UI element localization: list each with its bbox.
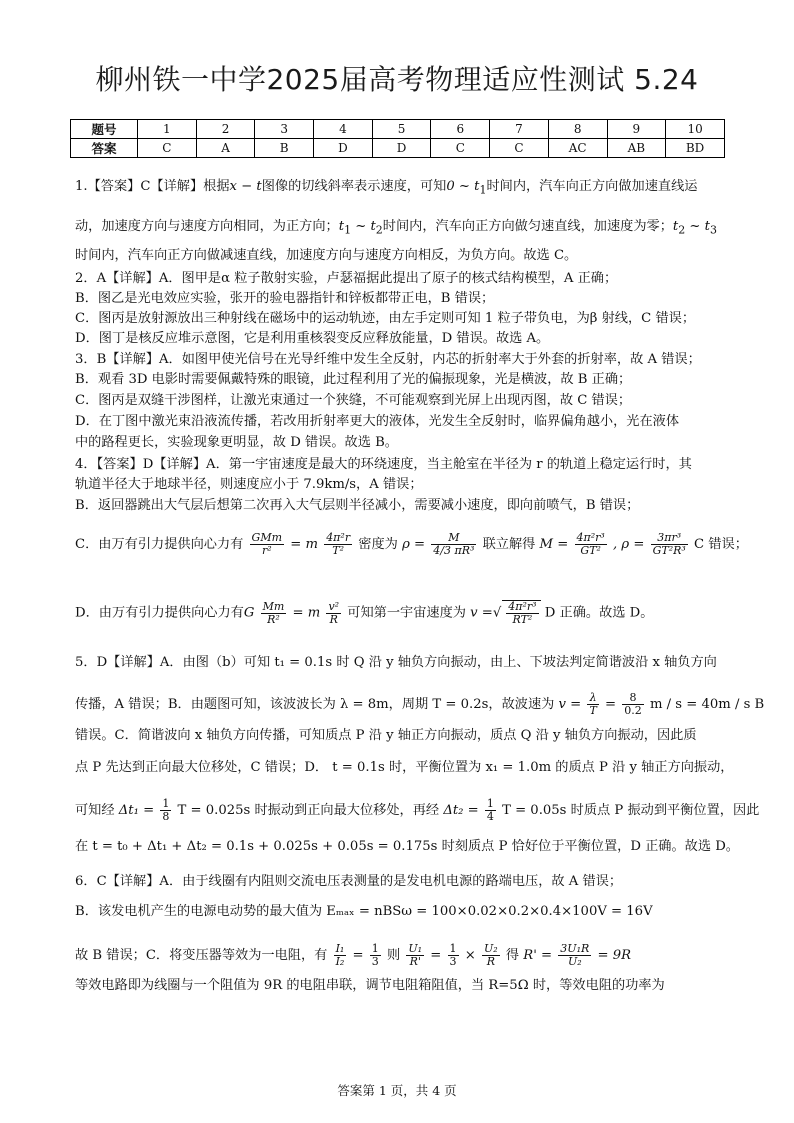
math-sub: 3 — [709, 223, 717, 237]
q6-line-2: B．该发电机产生的电源电动势的最大值为 Eₘₐₓ = nBSω = 100×0.02×0.2×0.4×100V = 16V — [75, 904, 653, 919]
numerator: I₁ — [335, 942, 345, 955]
q4-line-3: B．返回器跳出大气层后想第二次再入大气层则半径减小，需要减小速度，即向前喷气，B 错误； — [75, 498, 640, 513]
text: 1.【答案】C【详解】根据 — [75, 179, 230, 194]
q3-line-2: B．观看 3D 电影时需要佩戴特殊的眼镜，此过程利用了光的偏振现象，光是横波，故 B 正确； — [75, 372, 632, 387]
q1-line-1 — [75, 179, 697, 199]
text: 联立解得 — [482, 537, 536, 552]
math-sub: 1 — [479, 183, 487, 197]
q4-line-c — [75, 532, 748, 557]
q3-line-3: C．图丙是双缝干涉图样，让激光束通过一个狭缝，不可能观察到光屏上出现丙图，故 C 错误； — [75, 393, 632, 408]
math: = 9R — [597, 948, 632, 963]
math: G — [243, 605, 255, 621]
q6-line-1: 6．C【详解】A．由于线圈有内阻则交流电压表测量的是发电机电源的路端电压，故 A 错误； — [75, 874, 623, 889]
q4-line-1: 4．【答案】D【详解】A．第一宇宙速度是最大的环绕速度，当主舱室在半径为 r 的轨道上稳定运行时，其 — [75, 457, 692, 472]
table-cell: AC — [548, 139, 607, 158]
fraction — [370, 943, 381, 968]
table-cell: 10 — [666, 120, 725, 139]
math: ~ t — [685, 219, 710, 234]
numerator: 4π²r³ — [508, 600, 537, 613]
fraction — [448, 943, 459, 968]
text: 时间内，汽车向正方向做匀速直线，加速度为零； — [382, 219, 673, 234]
table-cell: C — [431, 139, 490, 158]
math: × — [464, 948, 476, 963]
table-header-cell: 题号 — [71, 120, 138, 139]
q5-line-2 — [75, 692, 764, 717]
numerator: 1 — [486, 797, 494, 810]
table-row — [71, 120, 725, 139]
table-cell: B — [255, 139, 314, 158]
q3-line-4: D．在丁图中激光束沿液流传播，若改用折射率更大的液体，光发生全反射时，临界偏角越小，光在液体 — [75, 414, 680, 429]
numerator: 4π²r³ — [576, 531, 605, 544]
sqrt — [502, 600, 540, 626]
denominator: I₂ — [335, 955, 345, 968]
math: v = — [470, 605, 493, 621]
q4-line-2: 轨道半径大于地球半径，则速度应小于 7.9km/s，A 错误； — [75, 477, 423, 492]
denominator: T² — [332, 544, 345, 557]
fraction — [160, 798, 171, 823]
denominator: 0.2 — [624, 704, 642, 717]
fraction — [250, 532, 284, 557]
page-footer: 答案第 1 页，共 4 页 — [337, 1083, 457, 1098]
numerator: Mm — [262, 599, 285, 613]
table-cell: D — [372, 139, 431, 158]
table-row — [71, 139, 725, 158]
math: R' = — [523, 948, 553, 963]
text: 可知经 — [75, 803, 115, 818]
math: Δt₂ = — [443, 803, 479, 818]
fraction — [506, 601, 538, 626]
text: 密度为 — [358, 537, 398, 552]
denominator: GT² — [580, 544, 601, 557]
denominator: GT²R³ — [652, 544, 686, 557]
q5-line-1: 5．D【详解】A．由图（b）可知 t₁ = 0.1s 时 Q 沿 y 轴负方向振动，由上、下坡法判定简谐波沿 x 轴负方向 — [75, 655, 717, 670]
answer-table — [70, 119, 725, 158]
numerator: U₁ — [408, 942, 423, 955]
math: M = — [539, 537, 569, 552]
denominator: R — [486, 955, 495, 968]
fraction — [326, 601, 341, 626]
text: 时间内，汽车向正方向做加速直线运 — [486, 179, 698, 194]
math: , ρ = — [613, 537, 645, 552]
q5-line-5 — [75, 798, 759, 823]
table-cell: 6 — [431, 120, 490, 139]
numerator: v² — [328, 599, 340, 613]
fraction — [431, 532, 476, 557]
denominator: 3 — [449, 955, 457, 968]
denominator: R² — [267, 612, 280, 626]
math-sub: 1 — [344, 223, 352, 237]
denominator: T — [589, 704, 597, 717]
math: t — [672, 219, 679, 234]
fraction — [482, 943, 500, 968]
q5-line-3: 错误。C．简谐波向 x 轴负方向传播，可知质点 P 沿 y 轴正方向振动，质点 Q 沿 y 轴负方向振动，因此质 — [75, 728, 697, 743]
table-cell: 4 — [314, 120, 373, 139]
math: 0 ~ t — [446, 179, 480, 194]
table-cell: 3 — [255, 120, 314, 139]
page-title: 柳州铁一中学2025届高考物理适应性测试 5.24 — [95, 63, 699, 96]
fraction — [575, 532, 607, 557]
math: Δt₁ = — [118, 803, 155, 818]
fraction — [334, 943, 347, 968]
math: = — [430, 948, 442, 963]
q6-line-3 — [75, 943, 631, 968]
q4-line-d: D．由万有引力提供向心力有G $\frac{Mm}{\text{R²}}$ = m $\frac{\text{v²}}{R}$ 可知第一宇宙速度为 v =√ $\frac{\text{4π²r³}}{\text{RT²}}$ D 正确。故选 D。 — [75, 599, 654, 626]
numerator: 3πr³ — [651, 532, 688, 545]
fraction — [406, 943, 424, 968]
q2-line-3: C．图丙是放射源放出三种射线在磁场中的运动轨迹，由左手定则可知 1 粒子带负电，为β 射线，C 错误； — [75, 311, 696, 326]
text: C 错误； — [694, 537, 748, 552]
numerator: 1 — [162, 797, 170, 810]
numerator: 3U₁R — [560, 942, 590, 955]
math: = m — [290, 537, 318, 552]
text: D 正确。故选 D。 — [544, 605, 654, 621]
fraction — [485, 798, 496, 823]
denominator: 4/3 πR³ — [433, 544, 475, 557]
numerator: λ — [587, 692, 598, 705]
numerator: 1 — [449, 942, 457, 955]
text: m / s = 40m / s B — [649, 697, 765, 712]
q5-line-4: 点 P 先达到正向最大位移处，C 错误；D． t = 0.1s 时，平衡位置为 x₁ = 1.0m 的质点 P 沿 y 轴正方向振动， — [75, 760, 734, 775]
math: ρ = — [402, 537, 426, 552]
numerator: 8 — [622, 692, 644, 705]
table-cell: A — [196, 139, 255, 158]
text: T = 0.05s 时质点 P 振动到平衡位置，因此 — [502, 803, 760, 818]
table-cell: 2 — [196, 120, 255, 139]
q3-line-1: 3．B【详解】A．如图甲使光信号在光导纤维中发生全反射，内芯的折射率大于外套的折射率，故 A 错误； — [75, 352, 701, 367]
table-cell: 9 — [607, 120, 666, 139]
text: 传播，A 错误；B．由题图可知，该波波长为 λ = 8m，周期 T = 0.2s，故波速为 — [75, 697, 555, 712]
table-cell: 8 — [548, 120, 607, 139]
numerator: M — [431, 532, 476, 545]
denominator: U₂ — [567, 955, 582, 968]
table-cell: C — [490, 139, 549, 158]
fraction — [651, 532, 688, 557]
numerator: GMm — [251, 531, 283, 544]
table-cell: 1 — [138, 120, 197, 139]
denominator: r² — [261, 544, 272, 557]
text: 得 — [505, 948, 520, 963]
q3-line-5: 中的路程更长，实验现象更明显，故 D 错误。故选 B。 — [75, 435, 398, 450]
table-cell: BD — [666, 139, 725, 158]
q2-line-2: B．图乙是光电效应实验，张开的验电器指针和锌板都带正电，B 错误； — [75, 291, 495, 306]
table-cell: 7 — [490, 120, 549, 139]
math: = m — [292, 605, 321, 621]
math: = — [604, 697, 617, 712]
text: T = 0.025s 时振动到正向最大位移处，再经 — [177, 803, 440, 818]
math: ~ t — [351, 219, 376, 234]
text: C．由万有引力提供向心力有 — [75, 537, 244, 552]
q5-line-6: 在 t = t₀ + Δt₁ + Δt₂ = 0.1s + 0.025s + 0.05s = 0.175s 时刻质点 P 恰好位于平衡位置，D 正确。故选 D。 — [75, 839, 739, 854]
text: 则 — [387, 948, 401, 963]
fraction — [587, 692, 598, 717]
table-cell: 5 — [372, 120, 431, 139]
fraction — [622, 692, 644, 717]
math: v = — [558, 697, 582, 712]
numerator: 1 — [371, 942, 379, 955]
fraction — [261, 601, 287, 626]
table-header-cell: 答案 — [71, 139, 138, 158]
math: x − t — [229, 179, 262, 194]
denominator: R' — [409, 955, 421, 968]
table-cell: C — [138, 139, 197, 158]
denominator: 3 — [371, 955, 379, 968]
text: D．由万有引力提供向心力有 — [75, 605, 244, 621]
numerator: 4π²r — [326, 531, 351, 544]
denominator: R — [329, 612, 338, 626]
text: 可知第一宇宙速度为 — [347, 605, 466, 621]
fraction — [558, 943, 591, 968]
q2-line-1: 2．A【详解】A．图甲是α 粒子散射实验，卢瑟福据此提出了原子的核式结构模型，A 正确； — [75, 271, 618, 286]
q2-line-4: D．图丁是核反应堆示意图，它是利用重核裂变反应释放能量，D 错误。故选 A。 — [75, 331, 550, 346]
numerator: U₂ — [484, 942, 498, 955]
math-sub: 2 — [375, 223, 383, 237]
math-sub: 2 — [678, 223, 686, 237]
math: t — [338, 219, 345, 234]
q1-line-3: 时间内，汽车向正方向做减速直线，加速度方向与速度方向相反，为负方向。故选 C。 — [75, 248, 578, 263]
text: 图像的切线斜率表示速度，可知 — [261, 179, 447, 194]
math: = — [352, 948, 364, 963]
text: 动，加速度方向与速度方向相同，为正方向； — [75, 219, 339, 234]
table-cell: AB — [607, 139, 666, 158]
text: 故 B 错误；C．将变压器等效为一电阻，有 — [75, 948, 328, 963]
denominator: 8 — [162, 810, 170, 823]
fraction — [324, 532, 352, 557]
denominator: RT² — [512, 613, 533, 626]
q1-line-2 — [75, 219, 717, 239]
q6-line-4: 等效电路即为线圈与一个阻值为 9R 的电阻串联，调节电阻箱阻值，当 R=5Ω 时，等效电阻的功率为 — [75, 978, 665, 993]
table-cell: D — [314, 139, 373, 158]
denominator: 4 — [486, 810, 494, 823]
